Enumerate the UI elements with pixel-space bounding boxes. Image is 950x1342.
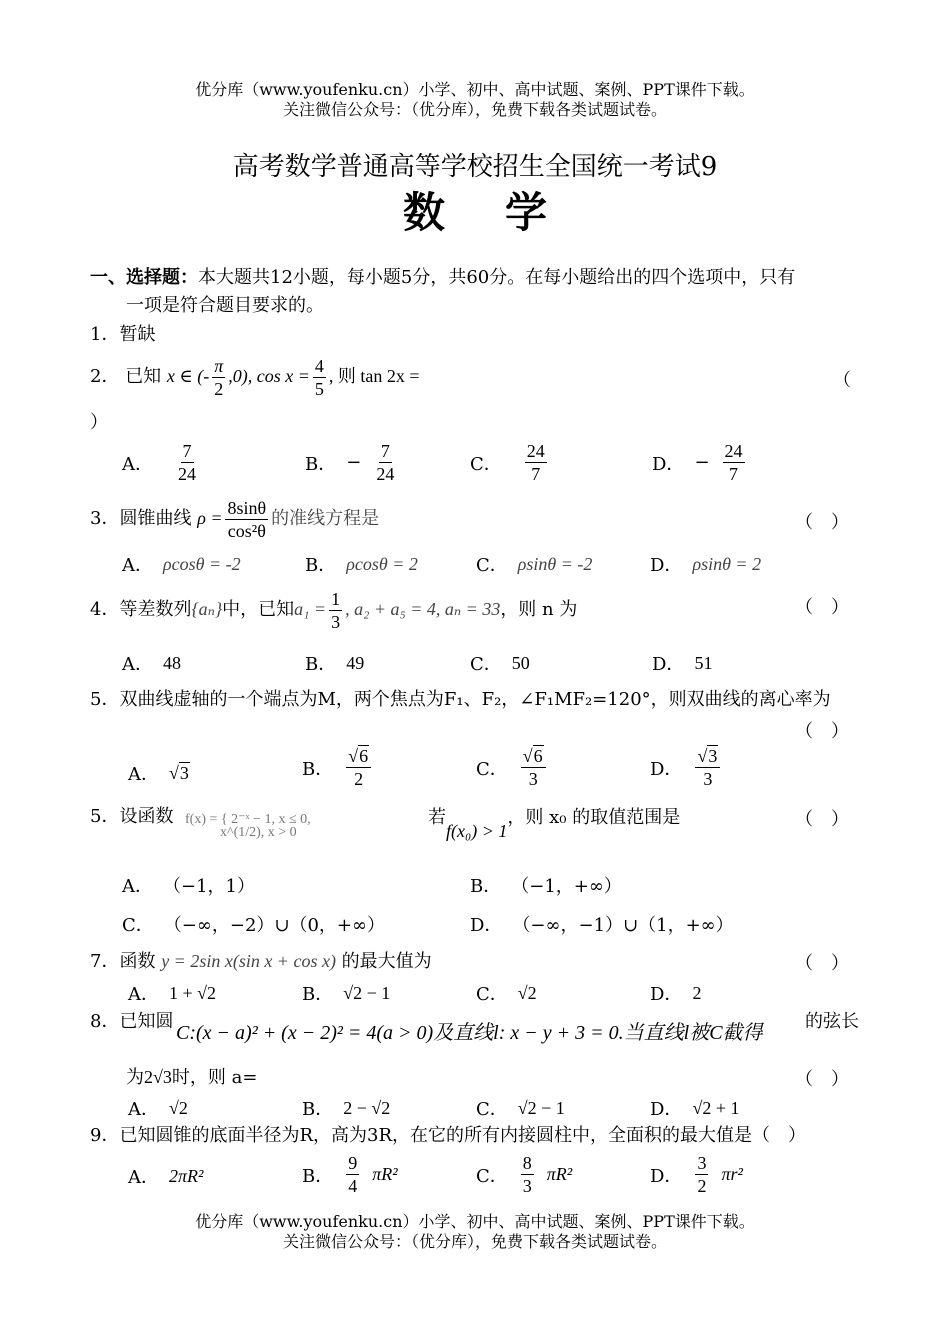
q2-number: 2．: [90, 366, 120, 387]
q7-option-b: B． √2 − 1: [302, 982, 391, 1005]
q2-expr-2: ,0), cos x =: [228, 366, 310, 386]
q5-option-b: B． $\frac{√6}{2}$: [302, 745, 374, 790]
q6-option-d: D． （−∞，−1）∪（1，+∞）: [470, 915, 734, 936]
footer-line-1: 优分库（www.youfenku.cn）小学、初中、高中试题、案例、PPT课件下载。: [195, 1212, 755, 1231]
q2-four-fifths: $\frac{4}{5}$: [314, 355, 324, 399]
q1-text: 暂缺: [119, 324, 156, 345]
q4-paren: （ ）: [795, 597, 849, 618]
section-label: 一、选择题：: [90, 267, 198, 288]
q7-paren: （ ）: [795, 953, 849, 974]
q9-option-a: A． 2πR²: [128, 1165, 204, 1188]
q5-option-c: C． $\frac{√6}{3}$: [476, 745, 549, 790]
question-7: 7．函数 y = 2sin x(sin x + cos x) 的最大值为: [90, 951, 432, 972]
q5-option-a: A． √3: [128, 762, 189, 785]
q8-post: 的弦长: [805, 1011, 859, 1032]
q3-option-d: D． ρsinθ = 2: [650, 553, 762, 576]
question-9: 9．已知圆锥的底面半径为R，高为3R，在它的所有内接圆柱中，全面积的最大值是（ ）: [90, 1125, 807, 1146]
question-6: 5．设函数: [90, 806, 174, 827]
q4-sequence: {aₙ}: [191, 599, 223, 619]
q8-expression: C:(x − a)² + (x − 2)² = 4(a > 0)及直线l: x − y + 3 = 0.当直线l被C截得: [176, 1022, 763, 1044]
q7-option-c: C． √2: [476, 982, 537, 1005]
q2-option-c: C． $\frac{24}{7}$: [470, 441, 545, 484]
q2-paren-close: ）: [90, 412, 108, 433]
section-intro-line-1: [90, 266, 795, 290]
q3-number: 3．: [90, 508, 120, 529]
q4-one-third: $\frac{1}{3}$: [331, 588, 341, 632]
footer-line-2: 关注微信公众号：（优分库），免费下载各类试题试卷。: [282, 1232, 667, 1251]
q9-option-b: B． $\frac{9}{4}$ πR²: [302, 1153, 398, 1196]
section-text-1: 本大题共12小题，每小题5分，共60分。在每小题给出的四个选项中，只有: [198, 267, 796, 288]
question-8: 8．已知圆: [90, 1011, 174, 1032]
q6-option-a: A． （−1，1）: [122, 876, 255, 897]
q5-option-d: D． $\frac{√3}{3}$: [650, 745, 723, 790]
question-5: 5．双曲线虚轴的一个端点为M，两个焦点为F₁、F₂，∠F₁MF₂=120°，则双曲线的离心率为: [90, 689, 831, 710]
q4-option-b: B． 49: [305, 652, 365, 675]
q3-option-c: C． ρsinθ = -2: [476, 553, 593, 576]
question-2: [90, 352, 420, 401]
header-line-2: 关注微信公众号：（优分库），免费下载各类试题试卷。: [282, 100, 667, 119]
q2-expr-3: , 则 tan 2x =: [328, 366, 420, 386]
q8-option-b: B． 2 − √2: [302, 1097, 391, 1120]
q9-option-d: D． $\frac{3}{2}$ πr²: [650, 1153, 743, 1196]
question-1: [90, 323, 155, 347]
q4-option-d: D． 51: [652, 652, 713, 675]
q8-chord-length: 2√3: [144, 1067, 172, 1087]
q2-expr-1: x ∈ (-: [166, 366, 210, 386]
q3-option-b: B． ρcosθ = 2: [305, 553, 418, 576]
subject-title: 数学: [402, 188, 607, 237]
q2-pre: 已知: [125, 366, 162, 387]
section-text-2: 一项是符合题目要求的。: [126, 295, 324, 316]
q1-number: 1．: [90, 324, 120, 345]
q6-paren: （ ）: [795, 809, 849, 830]
q8-option-a: A． √2: [128, 1097, 188, 1120]
q6-piecewise-function: f(x) = { 2⁻ˣ − 1, x ≤ 0, x^(1/2), x > 0: [185, 812, 311, 840]
q3-pre: 圆锥曲线: [119, 508, 192, 529]
header-line-1: 优分库（www.youfenku.cn）小学、初中、高中试题、案例、PPT课件下载。: [195, 80, 755, 99]
q2-paren-open: （: [833, 370, 851, 391]
q4-option-a: A． 48: [122, 652, 181, 675]
q4-option-c: C． 50: [470, 652, 530, 675]
q2-pi-over-2: $\frac{\pi}{2}$: [214, 355, 224, 399]
q8-option-c: C． √2 − 1: [476, 1097, 565, 1120]
q6-option-b: B． （−1，+∞）: [470, 876, 622, 897]
q7-option-a: A． 1 + √2: [128, 982, 217, 1005]
q3-paren: （ ）: [795, 512, 849, 533]
q7-expression: y = 2sin x(sin x + cos x): [161, 951, 336, 971]
q2-option-b: B． − $\frac{7}{24}$: [305, 441, 395, 484]
q2-option-d: D． − $\frac{24}{7}$: [652, 441, 743, 484]
q7-option-d: D． 2: [650, 982, 702, 1005]
question-3: 3．圆锥曲线 ρ = $\frac{8\sin\theta}{\text{cos²θ}}$ 的准线方程是: [90, 497, 380, 541]
q3-option-a: A． ρcosθ = -2: [122, 553, 241, 576]
q9-option-c: C． $\frac{8}{3}$ πR²: [476, 1153, 573, 1196]
q6-option-c: C． （−∞，−2）∪（0，+∞）: [122, 915, 386, 936]
q8-line-2: 为2√3时，则 a=: [126, 1067, 258, 1088]
q5-paren: （ ）: [795, 721, 849, 742]
q2-option-a: A． $\frac{7}{24}$: [122, 441, 196, 484]
q3-post: 的准线方程是: [271, 508, 380, 529]
q6-condition: 若f(x₀) > 1，则 x₀ 的取值范围是: [428, 807, 681, 841]
question-4: 4．等差数列{aₙ}中，已知a₁ = $\frac{1}{3}$ , a₂ + a₅ = 4, aₙ = 33，则 n 为: [90, 588, 578, 632]
q8-paren: （ ）: [795, 1069, 849, 1090]
q3-fraction: $\frac{8\sin\theta}{\text{cos²θ}}$: [227, 497, 267, 541]
exam-title: 高考数学普通高等学校招生全国统一考试9: [232, 152, 718, 182]
q8-option-d: D． √2 + 1: [650, 1097, 740, 1120]
